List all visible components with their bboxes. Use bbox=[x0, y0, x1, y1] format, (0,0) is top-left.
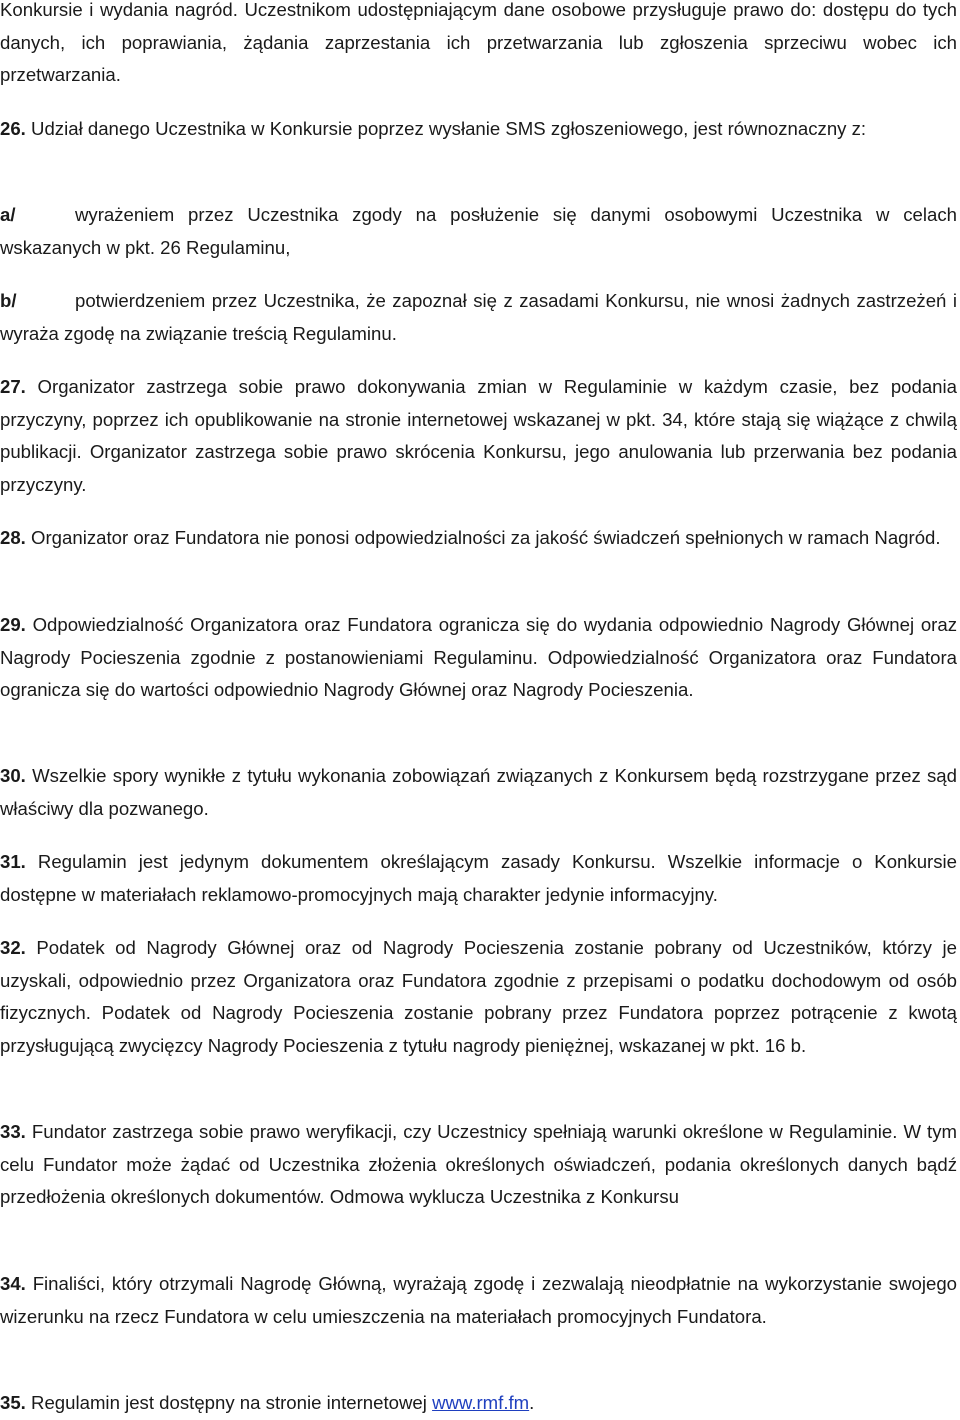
item-text: potwierdzeniem przez Uczestnika, że zapoznał się z zasadami Konkursu, nie wnosi żadnych zastrzeżeń i wyraża zgodę na związanie treścią Regulaminu. bbox=[0, 290, 957, 344]
section-text: Organizator oraz Fundatora nie ponosi odpowiedzialności za jakość świadczeń spełnionych w ramach Nagród. bbox=[25, 527, 941, 548]
section-text: Regulamin jest jedynym dokumentem określającym zasady Konkursu. Wszelkie informacje o Konkursie dostępne w materiałach reklamowo-promocyjnych mają charakter jedynie informacyjny. bbox=[0, 851, 957, 905]
section-text-end: . bbox=[529, 1392, 535, 1413]
section-number: 33. bbox=[0, 1121, 26, 1142]
section-number: 28. bbox=[0, 527, 26, 548]
section-number: 34. bbox=[0, 1273, 26, 1294]
section-number: 29. bbox=[0, 614, 26, 635]
section-text: Podatek od Nagrody Głównej oraz od Nagrody Pocieszenia zostanie pobrany od Uczestników, którzy je uzyskali, odpowiednio przez Organizatora oraz Fundatora zgodnie z przepisami o podatku dochodowym od osób fizycznych. Podatek od Nagrody Pocieszenia zostanie pobrany przez Fundatora poprzez potrącenie z kwotą przysługującą zwycięzcy Nagrody Pocieszenia z tytułu nagrody pieniężnej, wskazanej w pkt. 16 b. bbox=[0, 937, 957, 1056]
intro-paragraph bbox=[0, 0, 957, 92]
intro-text: Konkursie i wydania nagród. Uczestnikom udostępniającym dane osobowe przysługuje prawo do: dostępu do tych danych, ich poprawiania, żądania zaprzestania ich przetwarzania lub zgłoszenia sprzeciwu wobec ich przetwarzania. bbox=[0, 0, 957, 85]
section-32 bbox=[0, 932, 957, 1062]
section-35 bbox=[0, 1387, 957, 1420]
item-text: wyrażeniem przez Uczestnika zgody na posłużenie się danymi osobowymi Uczestnika w celach wskazanych w pkt. 26 Regulaminu, bbox=[0, 204, 957, 258]
section-34 bbox=[0, 1268, 957, 1333]
section-number: 30. bbox=[0, 765, 26, 786]
item-marker: a/ bbox=[0, 204, 16, 225]
section-31 bbox=[0, 846, 957, 911]
section-text: Wszelkie spory wynikłe z tytułu wykonania zobowiązań związanych z Konkursem będą rozstrzygane przez sąd właściwy dla pozwanego. bbox=[0, 765, 957, 819]
section-text: Organizator zastrzega sobie prawo dokonywania zmian w Regulaminie w każdym czasie, bez podania przyczyny, poprzez ich opublikowanie na stronie internetowej wskazanej w pkt. 34, które stają się wiążące z chwilą publikacji. Organizator zastrzega sobie prawo skrócenia Konkursu, jego anulowania lub przerwania bez podania przyczyny. bbox=[0, 376, 957, 495]
section-text: Udział danego Uczestnika w Konkursie poprzez wysłanie SMS zgłoszeniowego, jest równoznaczny z: bbox=[25, 118, 867, 139]
section-30 bbox=[0, 760, 957, 825]
section-text: Fundator zastrzega sobie prawo weryfikacji, czy Uczestnicy spełniają warunki określone w Regulaminie. W tym celu Fundator może żądać od Uczestnika złożenia określonych oświadczeń, podania określonych danych bądź przedłożenia określonych dokumentów. Odmowa wyklucza Uczestnika z Konkursu bbox=[0, 1121, 957, 1207]
section-number: 31. bbox=[0, 851, 26, 872]
rmf-website-link[interactable]: www.rmf.fm bbox=[432, 1392, 530, 1413]
section-number: 26. bbox=[0, 118, 26, 139]
section-27 bbox=[0, 371, 957, 501]
section-text: Finaliści, który otrzymali Nagrodę Główną, wyrażają zgodę i zezwalają nieodpłatnie na wykorzystanie swojego wizerunku na rzecz Fundatora w celu umieszczenia na materiałach promocyjnych Fundatora. bbox=[0, 1273, 957, 1327]
section-33 bbox=[0, 1116, 957, 1214]
section-text: Odpowiedzialność Organizatora oraz Fundatora ogranicza się do wydania odpowiednio Nagrody Głównej oraz Nagrody Pocieszenia zgodnie z postanowieniami Regulaminu. Odpowiedzialność Organizatora oraz Fundatora ogranicza się do wartości odpowiednio Nagrody Głównej oraz Nagrody Pocieszenia. bbox=[0, 614, 957, 700]
section-28 bbox=[0, 522, 957, 555]
section-26 bbox=[0, 113, 957, 146]
section-number: 32. bbox=[0, 937, 26, 958]
section-text: Regulamin jest dostępny na stronie internetowej bbox=[25, 1392, 433, 1413]
section-number: 35. bbox=[0, 1392, 26, 1413]
item-marker: b/ bbox=[0, 290, 17, 311]
section-29 bbox=[0, 609, 957, 707]
section-number: 27. bbox=[0, 376, 26, 397]
section-26-item-b bbox=[0, 285, 957, 350]
section-26-item-a bbox=[0, 199, 957, 264]
